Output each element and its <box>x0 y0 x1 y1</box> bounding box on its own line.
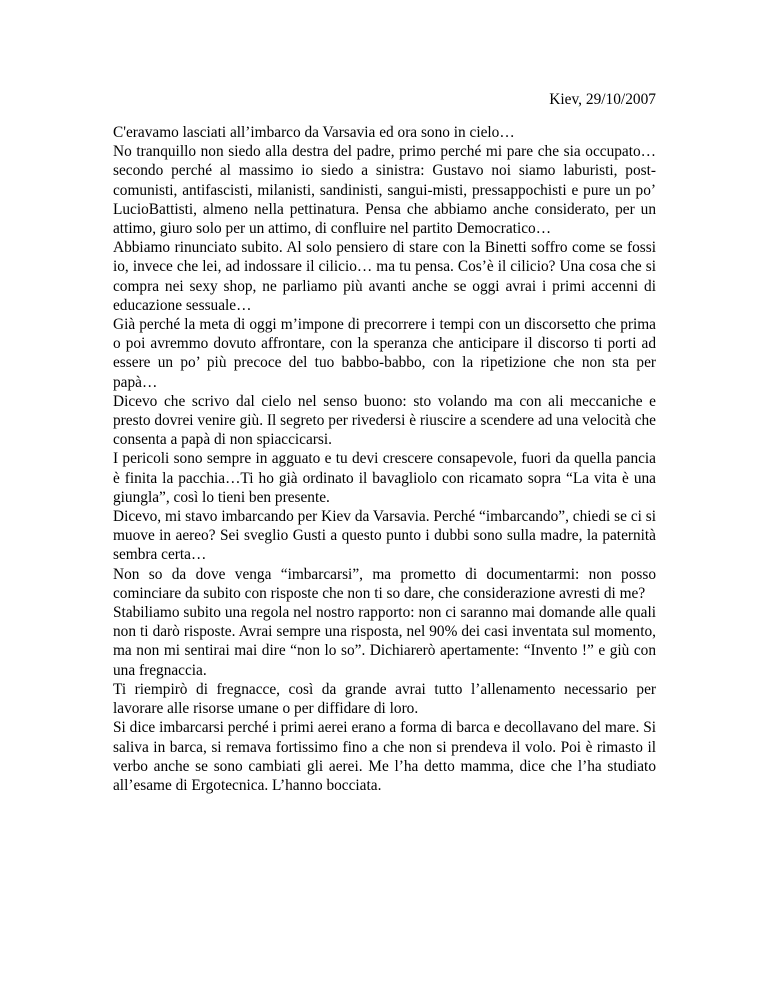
letter-date: Kiev, 29/10/2007 <box>549 91 656 108</box>
paragraph: Abbiamo rinunciato subito. Al solo pensiero di stare con la Binetti soffro come se fossi io, invece che lei, ad indossare il cilicio… ma tu pensa. Cos’è il cilicio? Una cosa che si compra nei sexy shop, ne parliamo più avanti anche se oggi avrai i primi accenni di educazione sessuale… <box>113 239 656 314</box>
paragraph: Dicevo, mi stavo imbarcando per Kiev da Varsavia. Perché “imbarcando”, chiedi se ci si muove in aereo? Sei sveglio Gusti a questo punto i dubbi sono sulla madre, la paternità sembra certa… <box>113 508 656 564</box>
paragraph: Ti riempirò di fregnacce, così da grande avrai tutto l’allenamento necessario per lavorare alle risorse umane o per diffidare di loro. <box>113 680 656 718</box>
paragraph: No tranquillo non siedo alla destra del padre, primo perché mi pare che sia occupato… secondo perché al massimo io siedo a sinistra: Gustavo noi siamo laburisti, post-comunisti, antifascisti, milanisti, sandinisti, sangui-misti, pressappochisti e pure un po’ LucioBattisti, almeno nella pettinatura. Pensa che abbiamo anche considerato, per un attimo, giuro solo per un attimo, di confluire nel partito Democratico… <box>113 143 656 238</box>
paragraph: Stabiliamo subito una regola nel nostro rapporto: non ci saranno mai domande alle quali non ti darò risposte. Avrai sempre una risposta, nel 90% dei casi inventata sul momento, ma non mi sentirai mai dire “non lo so”. Dichiarerò apertamente: “Invento !” e giù con una fregnaccia. <box>113 604 656 679</box>
paragraph: Si dice imbarcarsi perché i primi aerei erano a forma di barca e decollavano del mare. Si saliva in barca, si remava fortissimo fino a che non si prendeva il volo. Poi è rimasto il verbo anche se sono cambiati gli aerei. Me l’ha detto mamma, dice che l’ha studiato all’esame di Ergotecnica. L’hanno bocciata. <box>113 719 656 794</box>
paragraph: Dicevo che scrivo dal cielo nel senso buono: sto volando ma con ali meccaniche e presto dovrei venire giù. Il segreto per rivedersi è riuscire a scendere ad una velocità che consenta a papà di non spiaccicarsi. <box>113 392 656 449</box>
paragraph: C'eravamo lasciati all’imbarco da Varsavia ed ora sono in cielo… <box>113 124 515 141</box>
paragraph: Non so da dove venga “imbarcarsi”, ma prometto di documentarmi: non posso cominciare da subito con risposte che non ti so dare, che considerazione avresti di me? <box>113 565 656 602</box>
letter-body <box>113 123 656 795</box>
paragraph: Già perché la meta di oggi m’impone di precorrere i tempi con un discorsetto che prima o poi avremmo dovuto affrontare, con la speranza che anticipare il discorso ti porti ad essere un po’ più precoce del tuo babbo-babbo, con la ripetizione che non sta per papà… <box>113 316 656 391</box>
paragraph: I pericoli sono sempre in agguato e tu devi crescere consapevole, fuori da quella pancia è finita la pacchia…Ti ho già ordinato il bavagliolo con ricamato sopra “La vita è una giungla”, così lo tieni ben presente. <box>113 450 656 506</box>
